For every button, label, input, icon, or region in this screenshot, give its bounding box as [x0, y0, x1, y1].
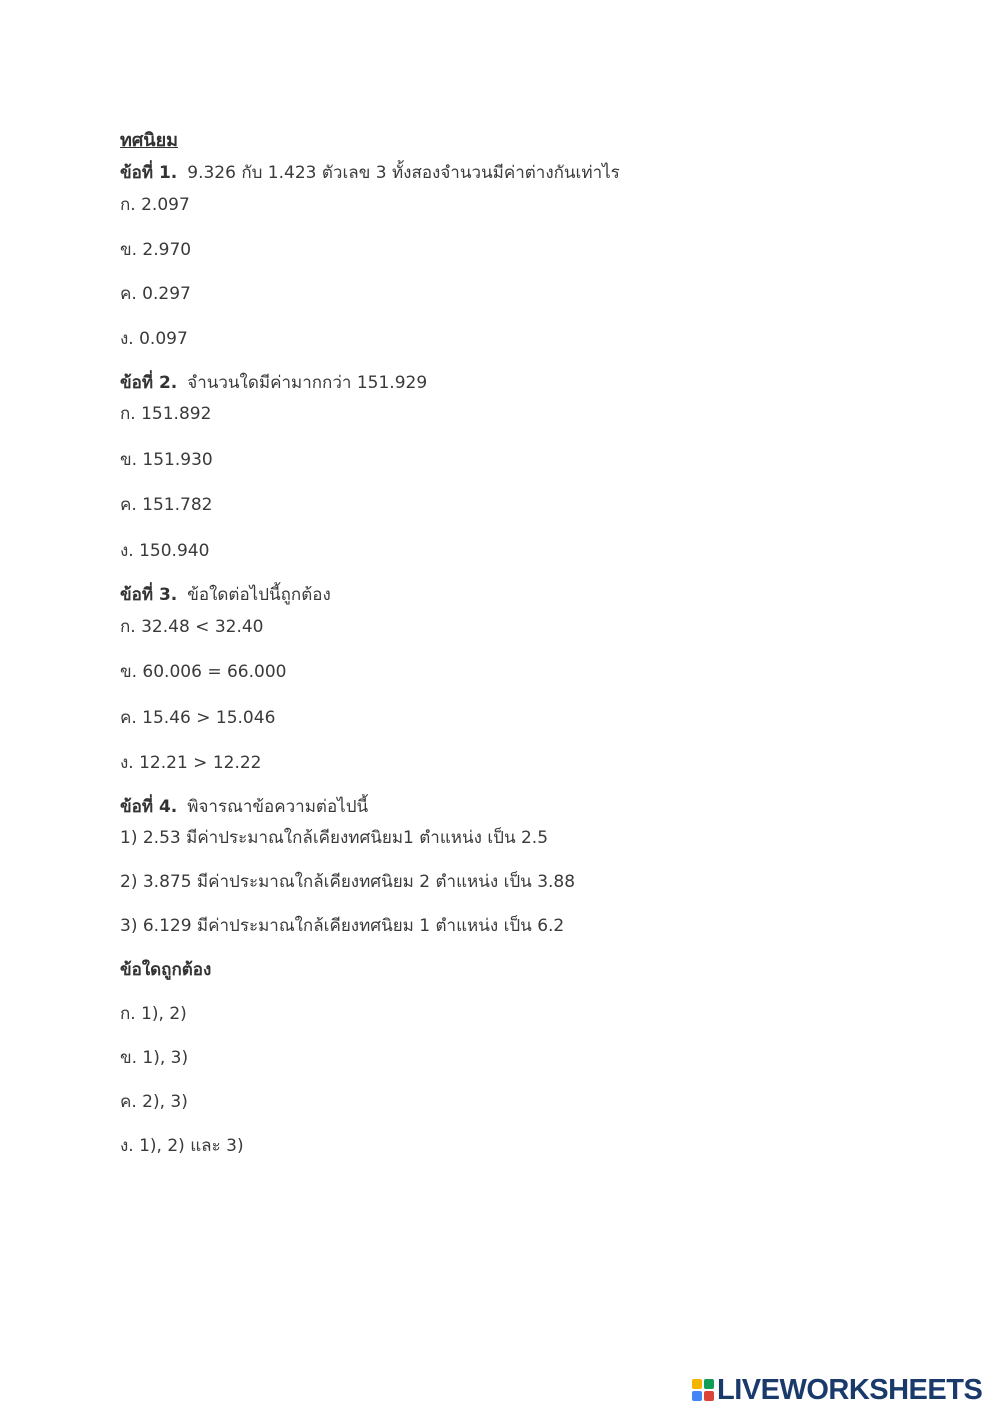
choice-4c[interactable]: ค. 2), 3) — [120, 1092, 188, 1112]
choice-2c[interactable]: ค. 151.782 — [120, 495, 213, 515]
choice-3d[interactable]: ง. 12.21 > 12.22 — [120, 753, 262, 773]
logo-square — [704, 1391, 714, 1401]
logo-square — [704, 1379, 714, 1389]
choice-1a[interactable]: ก. 2.097 — [120, 195, 190, 215]
statement-1: 1) 2.53 มีค่าประมาณใกล้เคียงทศนิยม1 ตำแหน่ง เป็น 2.5 — [120, 828, 549, 848]
question-number: ข้อที่ 2. — [120, 373, 178, 393]
question-number: ข้อที่ 1. — [120, 163, 178, 183]
choice-2a[interactable]: ก. 151.892 — [120, 404, 212, 424]
question-2 — [120, 372, 427, 394]
choice-2d[interactable]: ง. 150.940 — [120, 541, 210, 561]
question-1 — [120, 162, 620, 184]
choice-1c[interactable]: ค. 0.297 — [120, 284, 191, 304]
choice-3c[interactable]: ค. 15.46 > 15.046 — [120, 708, 276, 728]
choice-1b[interactable]: ข. 2.970 — [120, 240, 192, 260]
question-text: พิจารณาข้อความต่อไปนี้ — [187, 797, 369, 817]
question-text: 9.326 กับ 1.423 ตัวเลข 3 ทั้งสองจำนวนมีค่าต่างกันเท่าไร — [187, 163, 620, 183]
statement-2: 2) 3.875 มีค่าประมาณใกล้เคียงทศนิยม 2 ตำแหน่ง เป็น 3.88 — [120, 872, 576, 892]
choice-4d[interactable]: ง. 1), 2) และ 3) — [120, 1136, 244, 1156]
question-text: จำนวนใดมีค่ามากกว่า 151.929 — [187, 373, 428, 393]
logo-text: LIVEWORKSHEETS — [717, 1373, 983, 1406]
statement-3: 3) 6.129 มีค่าประมาณใกล้เคียงทศนิยม 1 ตำแหน่ง เป็น 6.2 — [120, 916, 565, 936]
choice-3b[interactable]: ข. 60.006 = 66.000 — [120, 662, 287, 682]
logo-icon — [692, 1379, 714, 1401]
liveworksheets-logo[interactable] — [692, 1374, 982, 1406]
choice-4a[interactable]: ก. 1), 2) — [120, 1004, 187, 1024]
question-number: ข้อที่ 3. — [120, 585, 178, 605]
choice-3a[interactable]: ก. 32.48 < 32.40 — [120, 617, 264, 637]
question-3 — [120, 584, 331, 606]
logo-square — [692, 1379, 702, 1389]
choice-1d[interactable]: ง. 0.097 — [120, 329, 188, 349]
choice-2b[interactable]: ข. 151.930 — [120, 450, 213, 470]
question-4 — [120, 796, 368, 818]
question-prompt: ข้อใดถูกต้อง — [120, 960, 212, 980]
worksheet-title: ทศนิยม — [120, 130, 179, 151]
question-number: ข้อที่ 4. — [120, 797, 178, 817]
choice-4b[interactable]: ข. 1), 3) — [120, 1048, 189, 1068]
logo-square — [692, 1391, 702, 1401]
question-text: ข้อใดต่อไปนี้ถูกต้อง — [187, 585, 331, 605]
